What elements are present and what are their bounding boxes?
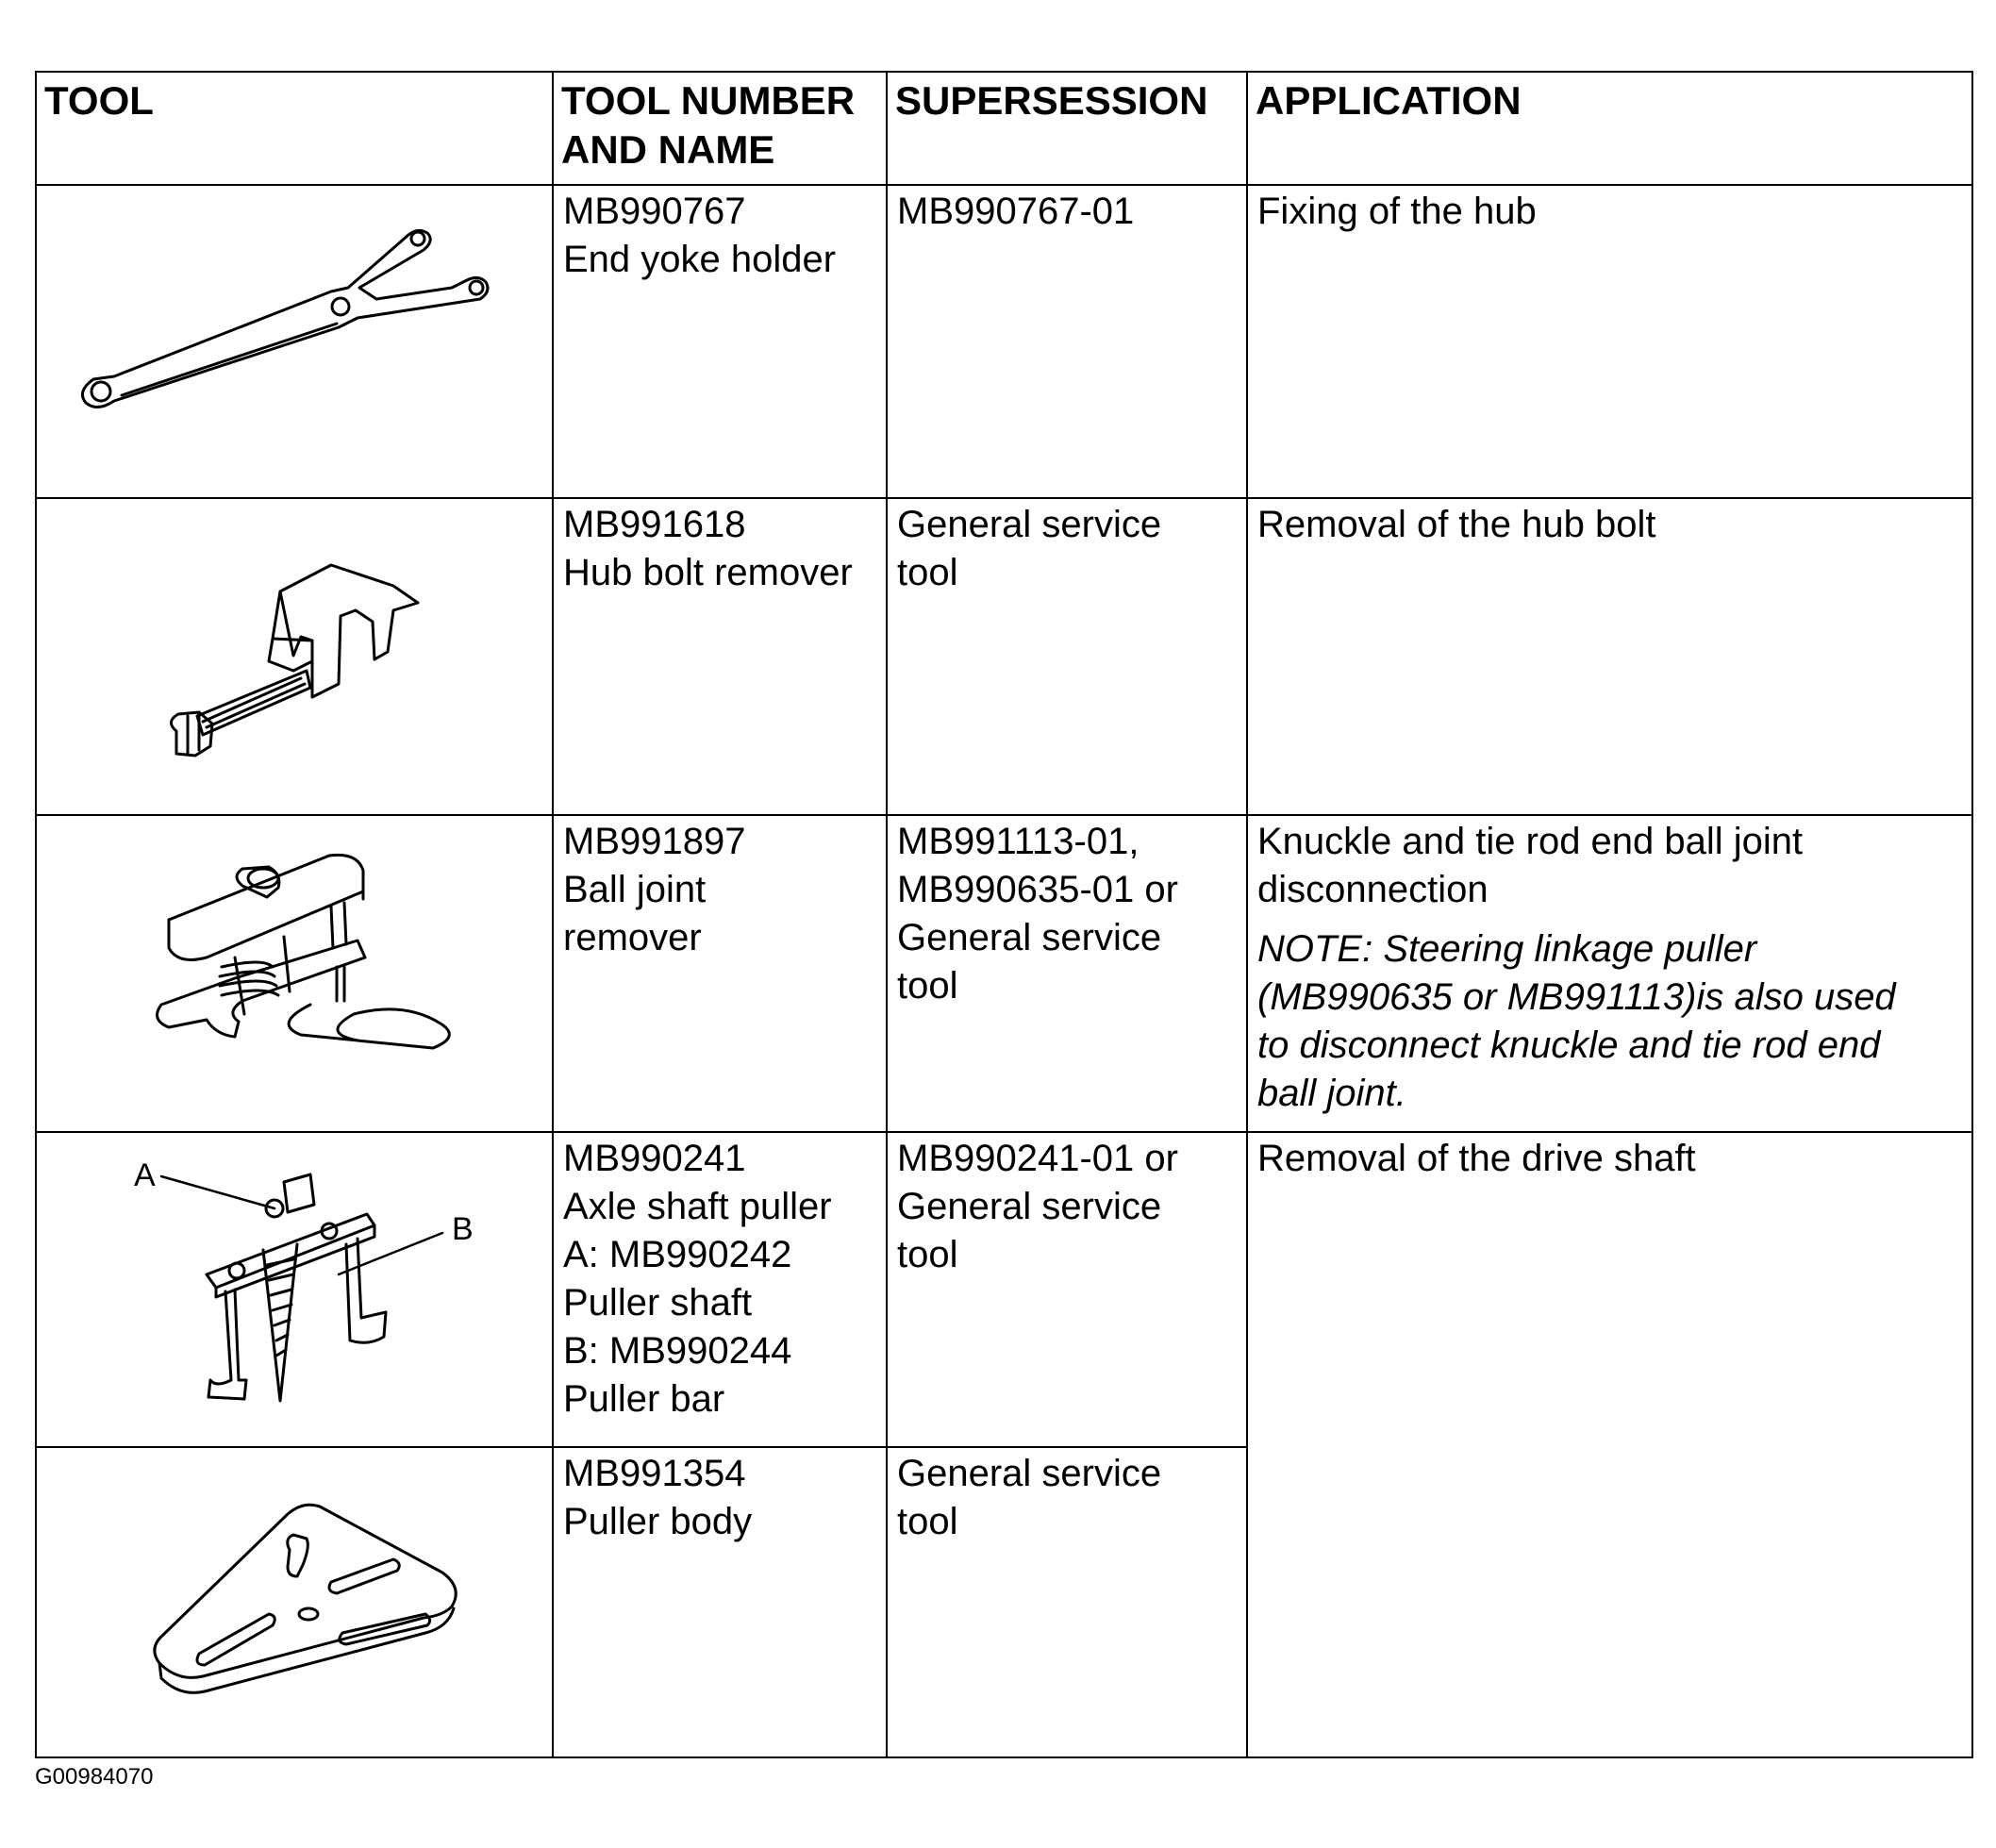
application-cell: Removal of the drive shaft: [1247, 1132, 1972, 1757]
figure-id: G00984070: [35, 1764, 154, 1790]
supersession-cell: General service tool: [887, 1447, 1247, 1757]
puller-body-icon: [37, 1448, 554, 1755]
header-row: [36, 72, 1972, 185]
application-cell: Removal of the hub bolt: [1247, 498, 1972, 815]
tool-image-cell: [36, 815, 553, 1132]
tool-image-cell: [36, 1447, 553, 1757]
supersession-cell: MB991113-01, MB990635-01 or General service tool: [887, 815, 1247, 1132]
supersession-cell: MB990241-01 or General service tool: [887, 1132, 1247, 1447]
table-row: [36, 815, 1972, 1132]
tool-image-cell: [36, 498, 553, 815]
table-row: [36, 1132, 1972, 1447]
ball-joint-remover-icon: [37, 816, 554, 1129]
table-row: [36, 185, 1972, 498]
tool-number-cell: MB991354 Puller body: [553, 1447, 887, 1757]
end-yoke-holder-icon: [37, 186, 554, 495]
tool-number-cell: MB991897 Ball joint remover: [553, 815, 887, 1132]
hub-bolt-remover-icon: [37, 499, 554, 812]
callout-b: B: [452, 1211, 474, 1247]
special-tools-table: [35, 71, 1973, 1758]
header-tool: TOOL: [36, 72, 553, 185]
supersession-cell: General service tool: [887, 498, 1247, 815]
axle-shaft-puller-icon: [37, 1133, 554, 1444]
tool-number-cell: MB991618 Hub bolt remover: [553, 498, 887, 815]
header-tool-number: TOOL NUMBER AND NAME: [553, 72, 887, 185]
header-supersession: SUPERSESSION: [887, 72, 1247, 185]
callout-a: A: [134, 1157, 156, 1193]
table-row: [36, 498, 1972, 815]
application-cell: Knuckle and tie rod end ball joint disconnection NOTE: Steering linkage puller (MB990635 or MB991113)is also used to disconnect knuckle and tie rod end ball joint.: [1247, 815, 1972, 1132]
tool-image-cell: [36, 185, 553, 498]
application-note: NOTE: Steering linkage puller (MB990635 or MB991113)is also used to disconnect knuckle and tie rod end ball joint.: [1257, 928, 1896, 1114]
tool-number-cell: MB990767 End yoke holder: [553, 185, 887, 498]
header-application: APPLICATION: [1247, 72, 1972, 185]
application-cell: Fixing of the hub: [1247, 185, 1972, 498]
tool-image-cell: [36, 1132, 553, 1447]
supersession-cell: MB990767-01: [887, 185, 1247, 498]
tool-number-cell: MB990241 Axle shaft puller A: MB990242 Puller shaft B: MB990244 Puller bar: [553, 1132, 887, 1447]
